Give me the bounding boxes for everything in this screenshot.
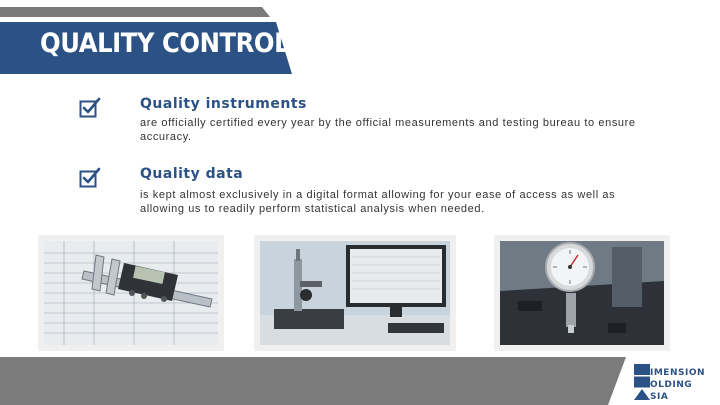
logo-text-line-1: IMENSION bbox=[650, 368, 705, 378]
dial-indicator-photo bbox=[494, 235, 670, 351]
checkbox-icon bbox=[79, 167, 101, 189]
item-heading-quality-instruments: Quality instruments bbox=[140, 96, 307, 112]
top-accent-bar bbox=[0, 7, 270, 17]
logo-text-line-2: OLDING bbox=[650, 380, 693, 390]
item-description-quality-data: is kept almost exclusively in a digital format allowing for your ease of access as well as allowing us to readily perform statistical analysis when needed. bbox=[140, 189, 616, 215]
item-heading-quality-data: Quality data bbox=[140, 166, 244, 182]
page-title: QUALITY CONTROL bbox=[40, 28, 290, 59]
item-description-quality-instruments: are officially certified every year by the official measurements and testing bureau to ensure accuracy. bbox=[140, 117, 636, 143]
digital-caliper-photo bbox=[38, 235, 224, 351]
dimension-molding-asia-logo bbox=[634, 364, 650, 400]
height-gauge-computer-photo bbox=[254, 235, 456, 351]
logo-text-line-3: SIA bbox=[650, 392, 669, 402]
checkbox-icon bbox=[79, 97, 101, 119]
